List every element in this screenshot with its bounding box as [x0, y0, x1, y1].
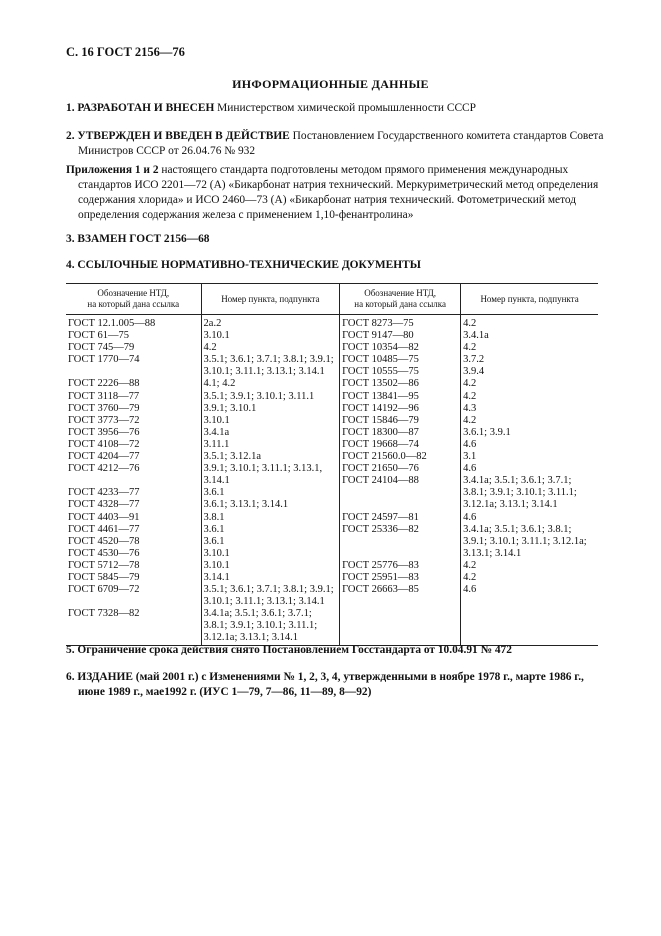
table-cell-doc: ГОСТ 5845—79: [68, 571, 140, 583]
table-cell-points: 3.9.1; 3.10.1; 3.11.1; 3.13.1,: [203, 463, 323, 475]
table-cell-doc: ГОСТ 8273—75: [342, 318, 414, 329]
table-cell-doc: ГОСТ 10485—75: [342, 354, 419, 366]
table-cell-points: 3.10.1; 3.11.1; 3.13.1; 3.14.1: [203, 366, 325, 378]
table-cell-doc: ГОСТ 13502—86: [342, 378, 419, 390]
table-cell-doc: ГОСТ 24104—88: [342, 475, 419, 487]
table-cell-points: 4.2: [463, 390, 477, 402]
table-cell-points: 3.1: [463, 451, 477, 463]
table-cell-points: 3.6.1: [203, 523, 225, 535]
reference-table: [66, 283, 598, 646]
table-cell-points: 3.10.1: [203, 330, 230, 342]
left-doc-column: [66, 315, 201, 646]
table-cell-doc: ГОСТ 24597—81: [342, 511, 419, 523]
table-cell-doc: ГОСТ 21560.0—82: [342, 451, 427, 463]
table-cell-points: 3.6.1: [203, 487, 225, 499]
table-cell-points: 3.4.1а; 3.5.1; 3.6.1; 3.7.1;: [463, 475, 572, 487]
table-cell-doc: ГОСТ 745—79: [68, 342, 135, 354]
item-number: 1.: [66, 102, 75, 114]
table-cell-points: 4.6: [463, 511, 477, 523]
item-heading: УТВЕРЖДЕН И ВВЕДЕН В ДЕЙСТВИЕ: [77, 130, 290, 142]
item-number: 5.: [66, 644, 75, 656]
table-cell-points: 3.14.1: [203, 475, 230, 487]
right-doc-column: [340, 315, 461, 646]
table-cell-points: 4.2: [463, 571, 477, 583]
header-doc-right: Обозначение НТД, на который дана ссылка: [340, 284, 461, 315]
table-cell-doc: ГОСТ 25336—82: [342, 523, 419, 535]
table-cell-doc: ГОСТ 18300—87: [342, 426, 419, 438]
table-cell-points: 4.2: [463, 342, 477, 354]
table-cell-points: 4.6: [463, 463, 477, 475]
table-cell-doc: ГОСТ 61—75: [68, 330, 130, 342]
table-cell-doc: ГОСТ 4520—78: [68, 535, 140, 547]
table-cell-doc: ГОСТ 19668—74: [342, 438, 419, 450]
table-cell-doc: ГОСТ 2226—88: [68, 378, 140, 390]
item-heading: РАЗРАБОТАН И ВНЕСЕН: [77, 102, 215, 114]
table-cell-doc: ГОСТ 25951—83: [342, 571, 419, 583]
table-cell-points: 3.8.1: [203, 511, 225, 523]
appendix-text: настоящего стандарта подготовлены методом прямого применения международных стандартов ИСО 2201—72 (А) «Бикарбонат натрия технический. Меркуриметрический метод определения содержания хлорида» и ИСО 2460—73 (А) «Бикарбонат натрия технический. Фотометрический метод определения содержания железа с применением 1,10-фенантролина»: [78, 164, 599, 221]
table-cell-points: 4.6: [463, 438, 477, 450]
table-cell-doc: ГОСТ 13841—95: [342, 390, 419, 402]
header-item-right: Номер пункта, подпункта: [461, 284, 598, 315]
table-cell-doc: ГОСТ 7328—82: [68, 608, 140, 620]
left-points-column: [201, 315, 340, 646]
table-cell-doc: ГОСТ 1770—74: [68, 354, 140, 366]
table-cell-doc: ГОСТ 3956—76: [68, 426, 140, 438]
table-cell-points: 3.9.1; 3.10.1: [203, 402, 257, 414]
table-cell-points: 4.2: [463, 318, 477, 329]
table-cell-doc: ГОСТ 4212—76: [68, 463, 140, 475]
table-cell-doc: ГОСТ 12.1.005—88: [68, 318, 156, 329]
table-cell-points: 4.3: [463, 402, 477, 414]
table-cell-points: 3.6.1; 3.9.1: [463, 426, 511, 438]
table-cell-points: 3.8.1; 3.9.1; 3.10.1; 3.11.1;: [203, 620, 318, 632]
item-text: Постановлением Государственного комитета стандартов Совета Министров СССР от 26.04.76 № 932: [78, 130, 604, 157]
page-header: С. 16 ГОСТ 2156—76: [66, 45, 185, 59]
item-heading: ИЗДАНИЕ (май 2001 г.) с Изменениями № 1, 2, 3, 4, утвержденными в ноябре 1978 г., марте 1986 г., июне 1989 г., мае1992 г. (ИУС 1—79, 7—86, 11—89, 8—92): [77, 671, 584, 698]
item-6: [66, 670, 610, 700]
table-cell-points: 4.2: [203, 342, 217, 354]
table-cell-doc: ГОСТ 4328—77: [68, 499, 140, 511]
table-cell-points: 3.11.1: [203, 438, 230, 450]
table-cell-points: 4.2: [463, 414, 477, 426]
right-points-column: [461, 315, 598, 646]
item-number: 4.: [66, 259, 75, 271]
table-cell-doc: ГОСТ 4108—72: [68, 438, 140, 450]
table-cell-doc: ГОСТ 4403—91: [68, 511, 140, 523]
table-cell-points: 3.8.1; 3.9.1; 3.10.1; 3.11.1;: [463, 487, 577, 499]
table-cell-points: 3.10.1; 3.11.1; 3.13.1; 3.14.1: [203, 596, 325, 608]
appendix-heading: Приложения 1 и 2: [66, 164, 159, 176]
header-doc-left: Обозначение НТД, на который дана ссылка: [66, 284, 201, 315]
header-item-left: Номер пункта, подпункта: [201, 284, 340, 315]
table-cell-doc: ГОСТ 4233—77: [68, 487, 140, 499]
item-text: Министерством химической промышленности СССР: [217, 102, 476, 114]
table-cell-points: 3.10.1: [203, 559, 230, 571]
item-5: [66, 643, 610, 658]
table-cell-points: 3.5.1; 3.6.1; 3.7.1; 3.8.1; 3.9.1;: [203, 354, 334, 366]
item-number: 2.: [66, 130, 75, 142]
table-cell-points: 3.14.1: [203, 571, 230, 583]
table-cell-points: 4.2: [463, 559, 477, 571]
table-cell-points: 4.1; 4.2: [203, 378, 236, 390]
table-cell-points: 3.5.1; 3.9.1; 3.10.1; 3.11.1: [203, 390, 315, 402]
table-cell-points: 3.12.1а; 3.13.1; 3.14.1: [463, 499, 558, 511]
table-cell-points: 3.6.1: [203, 535, 225, 547]
table-cell-doc: ГОСТ 3773—72: [68, 414, 140, 426]
table-cell-doc: ГОСТ 4461—77: [68, 523, 140, 535]
table-cell-doc: ГОСТ 3118—77: [68, 390, 140, 402]
table-cell-points: 3.4.1а: [463, 330, 489, 342]
table-cell-points: 3.4.1а; 3.5.1; 3.6.1; 3.7.1;: [203, 608, 312, 620]
table-cell-points: 3.12.1а; 3.13.1; 3.14.1: [203, 632, 299, 644]
table-cell-points: 3.4.1а; 3.5.1; 3.6.1; 3.8.1;: [463, 523, 572, 535]
table-cell-points: 4.2: [463, 378, 477, 390]
item-3: [66, 232, 598, 247]
table-cell-points: 3.10.1: [203, 414, 230, 426]
table-cell-doc: ГОСТ 10555—75: [342, 366, 419, 378]
table-cell-doc: ГОСТ 5712—78: [68, 559, 140, 571]
table-cell-points: 3.9.4: [463, 366, 485, 378]
table-cell-points: 3.6.1; 3.13.1; 3.14.1: [203, 499, 289, 511]
table-cell-points: 3.5.1; 3.12.1а: [203, 451, 261, 463]
appendix-note: [66, 163, 610, 223]
table-cell-doc: ГОСТ 21650—76: [342, 463, 419, 475]
table-cell-doc: ГОСТ 25776—83: [342, 559, 419, 571]
table-cell-doc: ГОСТ 26663—85: [342, 584, 419, 596]
table-cell-doc: ГОСТ 9147—80: [342, 330, 414, 342]
item-2: [66, 129, 610, 159]
table-cell-doc: ГОСТ 3760—79: [68, 402, 140, 414]
table-header-row: [66, 284, 598, 315]
table-cell-points: 3.4.1а: [203, 426, 230, 438]
table-cell-points: 4.6: [463, 584, 477, 596]
item-heading: Ограничение срока действия снято Постановлением Госстандарта от 10.04.91 № 472: [77, 644, 512, 656]
item-4: [66, 258, 598, 273]
section-title: ИНФОРМАЦИОННЫЕ ДАННЫЕ: [232, 77, 429, 91]
table-cell-points: 3.13.1; 3.14.1: [463, 547, 522, 559]
table-cell-doc: ГОСТ 4204—77: [68, 451, 140, 463]
item-heading: ВЗАМЕН ГОСТ 2156—68: [77, 233, 210, 245]
item-heading: ССЫЛОЧНЫЕ НОРМАТИВНО-ТЕХНИЧЕСКИЕ ДОКУМЕНТЫ: [77, 259, 421, 271]
table-cell-points: 3.5.1; 3.6.1; 3.7.1; 3.8.1; 3.9.1;: [203, 584, 334, 596]
item-1: [66, 101, 610, 116]
table-cell-points: 3.7.2: [463, 354, 485, 366]
table-cell-doc: ГОСТ 4530—76: [68, 547, 140, 559]
table-cell-points: 2а.2: [203, 318, 222, 329]
table-cell-points: 3.10.1: [203, 547, 230, 559]
item-number: 6.: [66, 671, 75, 683]
table-cell-doc: ГОСТ 14192—96: [342, 402, 419, 414]
table-cell-doc: ГОСТ 10354—82: [342, 342, 419, 354]
table-cell-doc: ГОСТ 6709—72: [68, 584, 140, 596]
table-cell-points: 3.9.1; 3.10.1; 3.11.1; 3.12.1а;: [463, 535, 587, 547]
table-body-row: [66, 315, 598, 646]
item-number: 3.: [66, 233, 75, 245]
table-cell-doc: ГОСТ 15846—79: [342, 414, 419, 426]
